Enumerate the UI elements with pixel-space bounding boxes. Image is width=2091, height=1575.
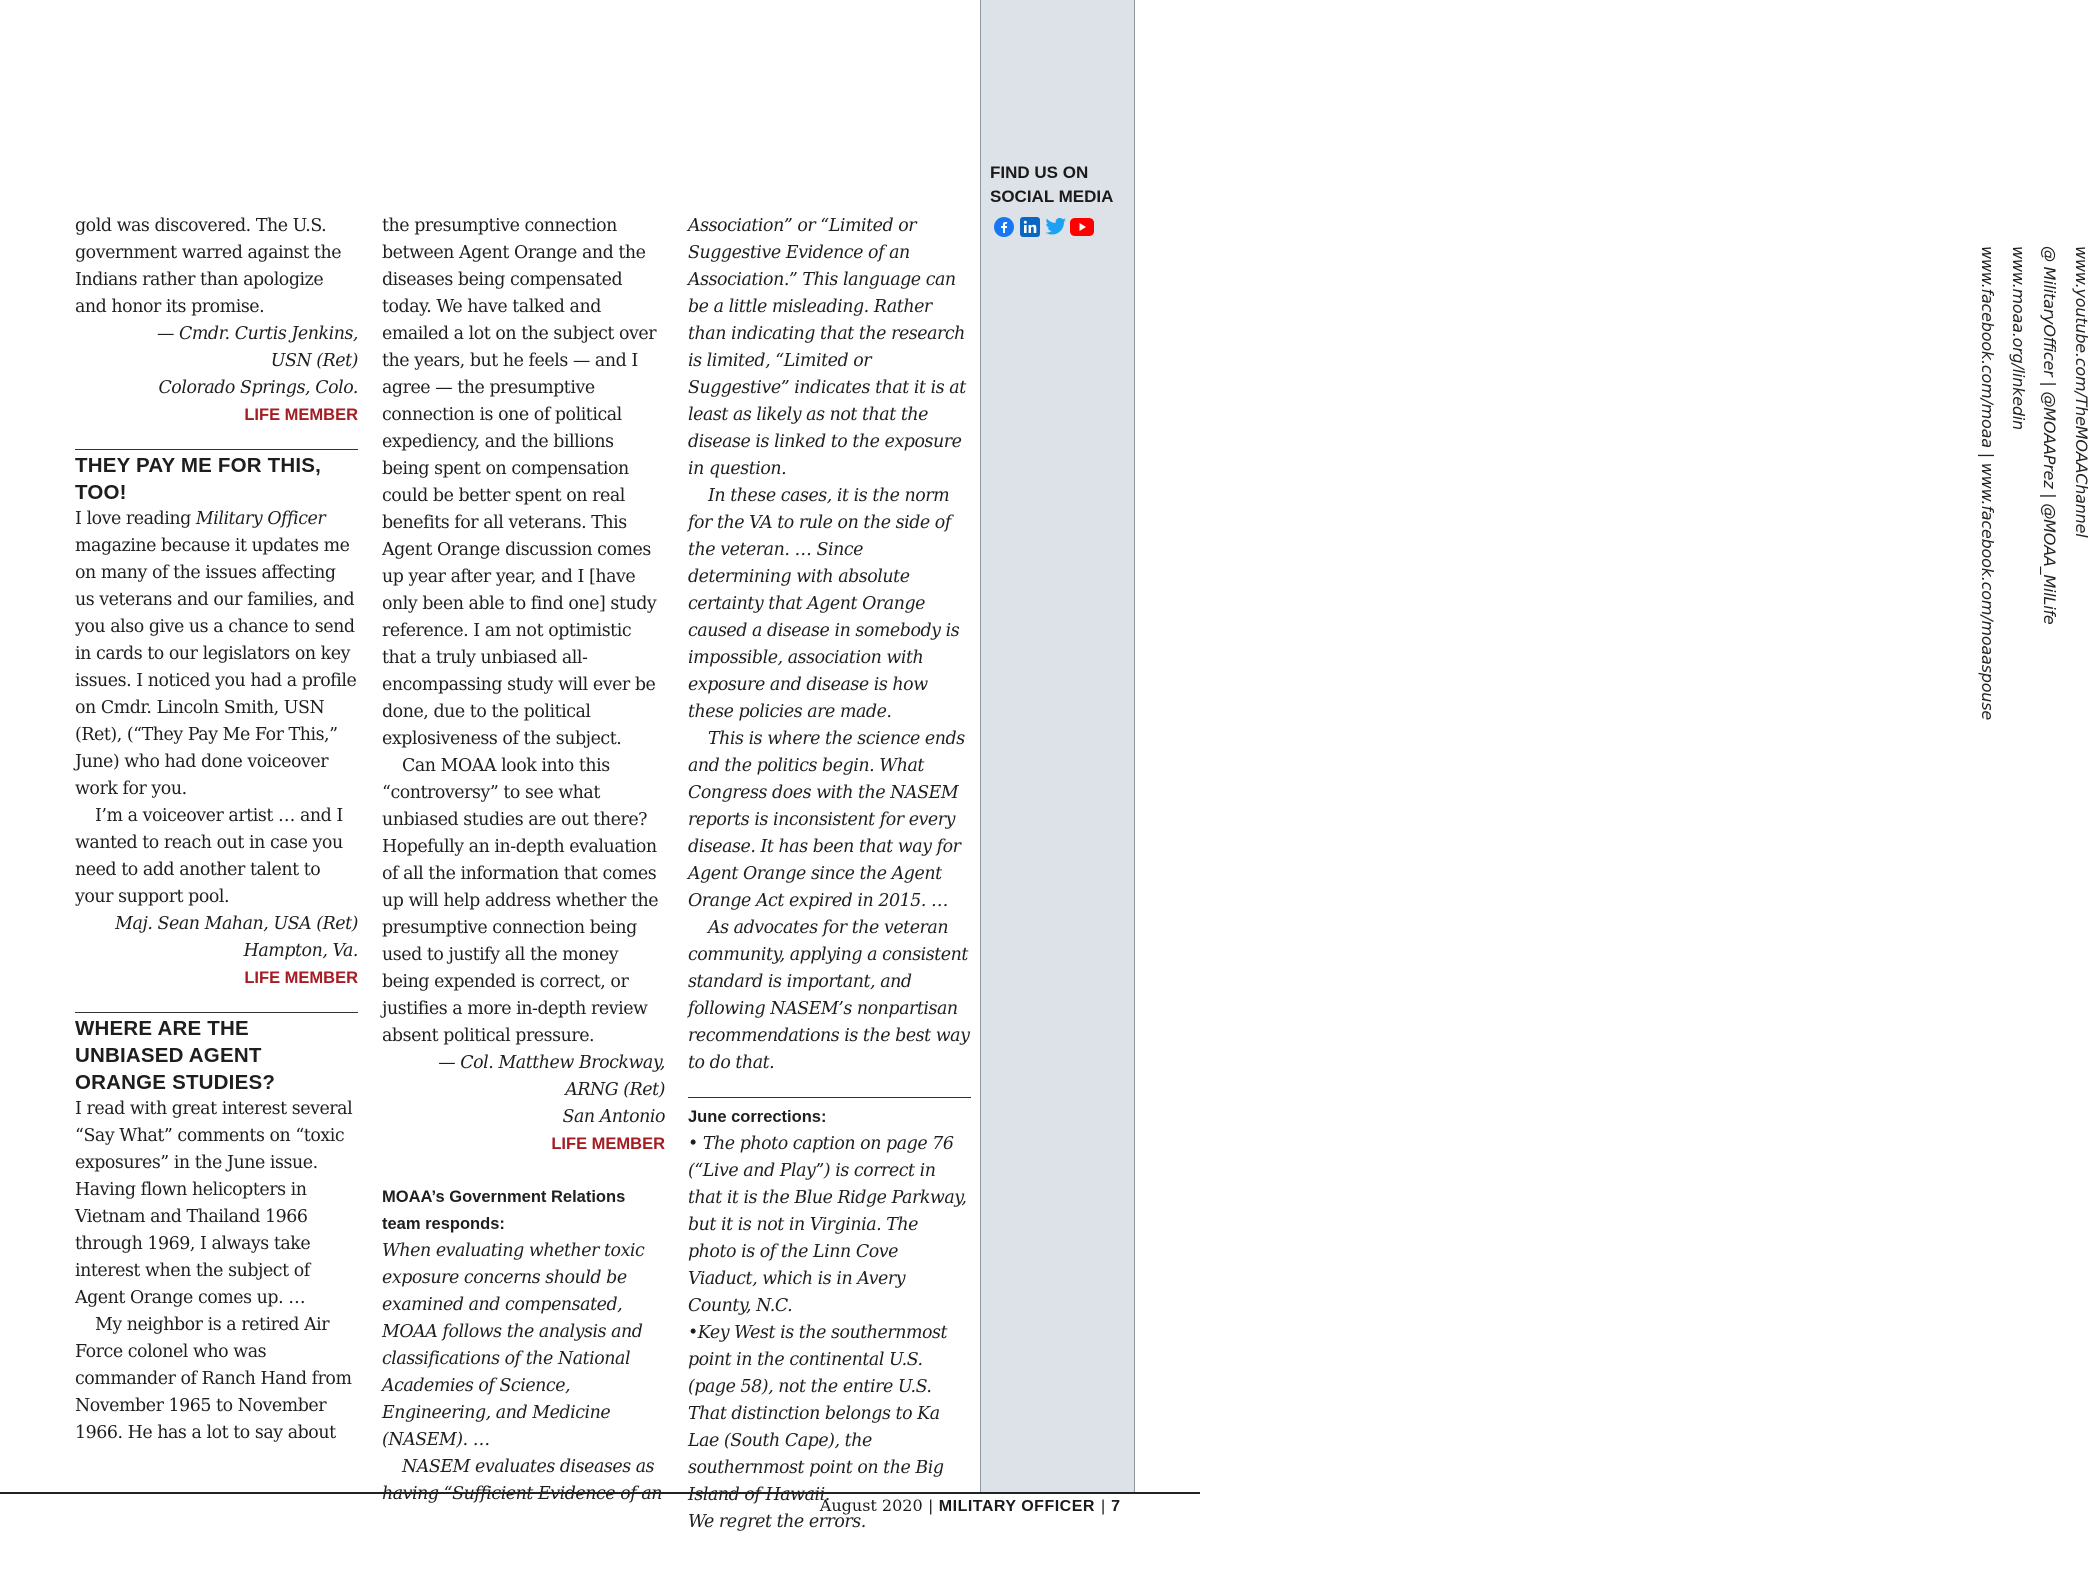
letter-paragraph: My neighbor is a retired Air Force colonel who was commander of Ranch Hand from November 1965 to November 1966. He has a lot to say about bbox=[75, 1315, 352, 1443]
letter-paragraph: gold was discovered. The U.S. government warred against the Indians rather than apologize and honor its promise. bbox=[75, 216, 342, 317]
correction-item: • The photo caption on page 76 (“Live and Play”) is correct in that it is the Blue Ridge Parkway, but it is not in Virginia. The photo is of the Linn Cove Viaduct, which is in Avery County, N.C. bbox=[688, 1134, 967, 1316]
facebook-icon[interactable] bbox=[993, 216, 1015, 238]
response-subhead: MOAA’s Government Relations team responds: bbox=[382, 1188, 626, 1233]
page-number: 7 bbox=[1111, 1498, 1120, 1515]
letter-signature-location: San Antonio bbox=[562, 1107, 665, 1127]
letter-headline: WHERE ARE THE UNBIASED AGENT ORANGE STUDIES? bbox=[75, 1017, 276, 1094]
social-media-sidebar bbox=[980, 0, 2091, 1492]
twitter-handles[interactable]: @ MilitaryOfficer | @MOAAPrez | @MOAA_MilLife bbox=[2040, 246, 2059, 625]
letter-paragraph: the presumptive connection between Agent Orange and the diseases being compensated today. We have talked and emailed a lot on the subject over the years, but he feels — and I agree — the presumptive connection is one of political expediency, and the billions being spent on compensation could be better spent on real benefits for all veterans. This Agent Orange discussion comes up year after year, and I [have only been able to find one] study reference. I am not optimistic that a truly unbiased all-encompassing study will ever be done, due to the political explosiveness of the subject. bbox=[382, 216, 657, 749]
response-paragraph: Association” or “Limited or Suggestive Evidence of an Association.” This language can be a little misleading. Rather than indicating that the research is limited, “Limited or Suggestive” indicates that it is at least as likely as not that the disease is linked to the exposure in question. bbox=[688, 216, 966, 479]
magazine-title: Military Officer bbox=[195, 509, 326, 529]
footer-separator: | bbox=[928, 1498, 933, 1515]
section-divider bbox=[75, 449, 358, 450]
letter-signature-name: — Col. Matthew Brockway, bbox=[438, 1053, 665, 1073]
letter-paragraph: Can MOAA look into this “controversy” to see what unbiased studies are out there? Hopefully an in-depth evaluation of all the information that comes up will help address whether the presumptive connection being used to justify all the money being expended is correct, or justifies a more in-depth review absent political pressure. bbox=[382, 756, 659, 1046]
response-paragraph: This is where the science ends and the politics begin. What Congress does with the NASEM reports is inconsistent for every disease. It has been that way for Agent Orange since the Agent Orange Act expired in 2015. … bbox=[688, 729, 965, 911]
response-paragraph: As advocates for the veteran community, applying a consistent standard is important, and following NASEM’s nonpartisan recommendations is the best way to do that. bbox=[688, 918, 970, 1073]
letter-signature-rank: USN (Ret) bbox=[270, 351, 358, 371]
corrections-heading: June corrections: bbox=[688, 1108, 827, 1126]
correction-item: •Key West is the southernmost point in the continental U.S. (page 58), not the entire U.S. That distinction belongs to Ka Lae (South Cape), the southernmost point on the Big Island of Hawaii. bbox=[688, 1323, 948, 1505]
letter-paragraph: I’m a voiceover artist … and I wanted to reach out in case you need to add another talent to your support pool. bbox=[75, 806, 343, 907]
column-1 bbox=[75, 213, 358, 1447]
letter-signature-rank: ARNG (Ret) bbox=[565, 1080, 665, 1100]
sidebar-title: FIND US ON SOCIAL MEDIA bbox=[990, 163, 1114, 206]
linkedin-icon[interactable] bbox=[1019, 216, 1041, 238]
facebook-links[interactable]: www.facebook.com/moaa | www.facebook.com/moaaspouse bbox=[1978, 246, 1997, 721]
response-paragraph: In these cases, it is the norm for the VA to rule on the side of the veteran. … Since determining with absolute certainty that Agent Orange caused a disease in somebody is impossible, association with exposure and disease is how these policies are made. bbox=[688, 486, 960, 722]
column-3 bbox=[688, 213, 971, 1536]
letter-signature-location: Colorado Springs, Colo. bbox=[158, 378, 358, 398]
life-member-badge: LIFE MEMBER bbox=[244, 406, 358, 424]
column-2 bbox=[382, 213, 665, 1508]
letter-paragraph: I love reading Military Officer magazine because it updates me on many of the issues affecting us veterans and our families, and you also give us a chance to send in cards to our legislators on key issues. I noticed you had a profile on Cmdr. Lincoln Smith, USN (Ret), (“They Pay Me For This,” June) who had done voiceover work for you. bbox=[75, 509, 357, 799]
correction-note: We regret the errors. bbox=[688, 1512, 866, 1532]
letter-signature-name: — Cmdr. Curtis Jenkins, bbox=[157, 324, 358, 344]
life-member-badge: LIFE MEMBER bbox=[551, 1135, 665, 1153]
youtube-link[interactable]: www.youtube.com/TheMOAAChannel bbox=[2072, 246, 2091, 538]
response-paragraph: NASEM evaluates diseases as having “Sufficient Evidence of an bbox=[382, 1457, 662, 1504]
section-divider bbox=[688, 1097, 971, 1098]
footer-rule bbox=[0, 1492, 1200, 1494]
social-icons bbox=[993, 216, 1093, 238]
twitter-icon[interactable] bbox=[1045, 216, 1067, 238]
linkedin-link[interactable]: www.moaa.org/linkedin bbox=[2009, 246, 2028, 430]
response-paragraph: When evaluating whether toxic exposure concerns should be examined and compensated, MOAA follows the analysis and classifications of the National Academies of Science, Engineering, and Medicine (NASEM). … bbox=[382, 1241, 645, 1450]
youtube-icon[interactable] bbox=[1071, 216, 1093, 238]
letter-headline: THEY PAY ME FOR THIS, TOO! bbox=[75, 454, 322, 504]
issue-date: August 2020 bbox=[819, 1496, 923, 1515]
footer-separator: | bbox=[1100, 1498, 1106, 1515]
letter-paragraph: I read with great interest several “Say What” comments on “toxic exposures” in the June issue. Having flown helicopters in Vietnam and Thailand 1966 through 1969, I always take interest when the subject of Agent Orange comes up. … bbox=[75, 1099, 353, 1308]
section-divider bbox=[75, 1012, 358, 1013]
letter-signature-name: Maj. Sean Mahan, USA (Ret) bbox=[115, 914, 358, 934]
magazine-name: MILITARY OFFICER bbox=[938, 1498, 1095, 1515]
letter-signature-location: Hampton, Va. bbox=[243, 941, 358, 961]
life-member-badge: LIFE MEMBER bbox=[244, 969, 358, 987]
page-footer bbox=[820, 1496, 1120, 1517]
